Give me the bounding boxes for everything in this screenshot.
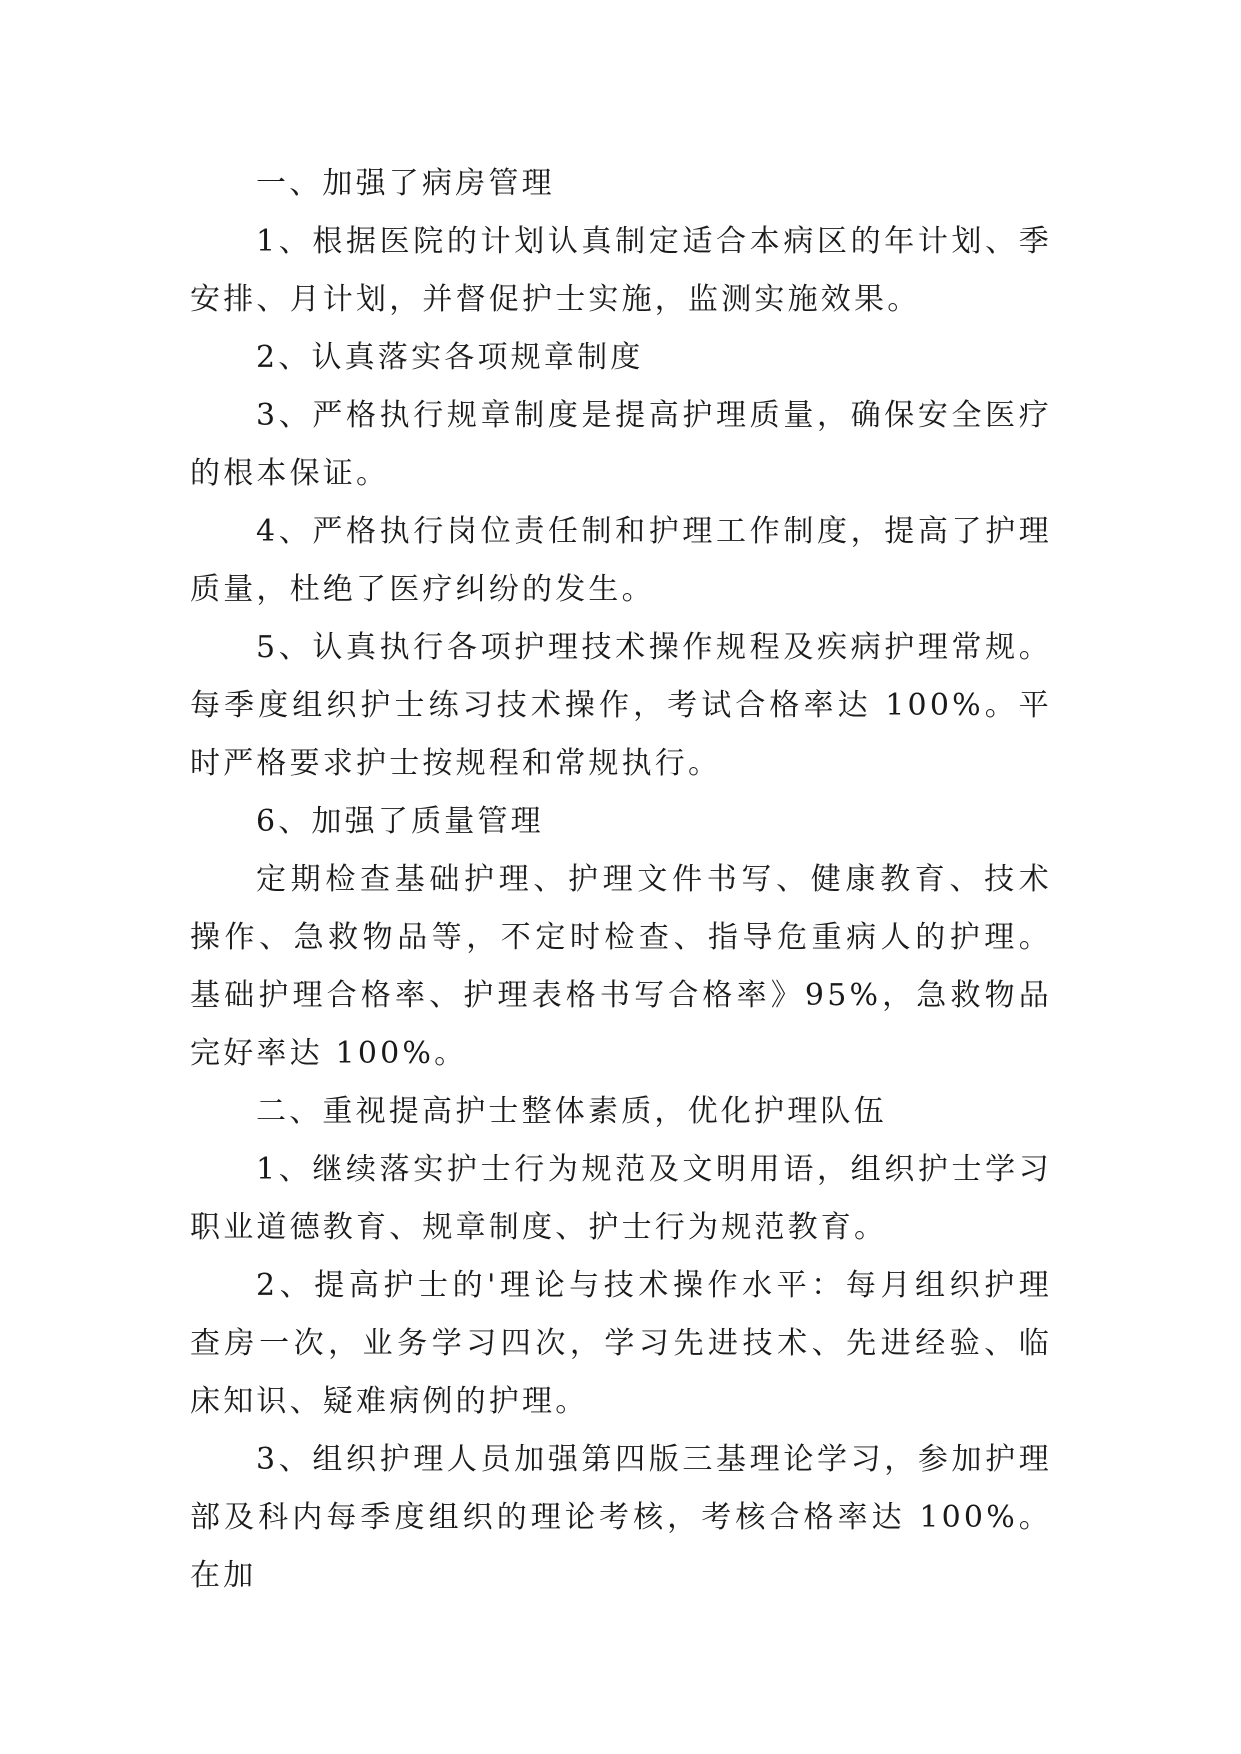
paragraph-1-4: 4、严格执行岗位责任制和护理工作制度，提高了护理质量，杜绝了医疗纠纷的发生。 [190, 514, 1052, 607]
paragraph-1-5: 5、认真执行各项护理技术操作规程及疾病护理常规。每季度组织护士练习技术操作，考试合格率达 100%。平时严格要求护士按规程和常规执行。 [190, 630, 1052, 781]
paragraph-1-2: 2、认真落实各项规章制度 [256, 340, 644, 375]
paragraph-1-3: 3、严格执行规章制度是提高护理质量，确保安全医疗的根本保证。 [190, 398, 1052, 491]
paragraph-2-1: 1、继续落实护士行为规范及文明用语，组织护士学习职业道德教育、规章制度、护士行为规范教育。 [190, 1152, 1052, 1245]
paragraph-1-1: 1、根据医院的计划认真制定适合本病区的年计划、季安排、月计划，并督促护士实施，监测实施效果。 [190, 224, 1052, 317]
section-heading-2: 二、重视提高护士整体素质，优化护理队伍 [256, 1094, 887, 1129]
paragraph-1-6: 6、加强了质量管理 [256, 804, 544, 839]
paragraph-2-2: 2、提高护士的'理论与技术操作水平：每月组织护理查房一次，业务学习四次，学习先进技术、先进经验、临床知识、疑难病例的护理。 [190, 1268, 1052, 1419]
document-body [190, 155, 1052, 1605]
paragraph-2-3: 3、组织护理人员加强第四版三基理论学习，参加护理部及科内每季度组织的理论考核，考核合格率达 100%。在加 [190, 1442, 1052, 1593]
section-heading-1: 一、加强了病房管理 [256, 166, 555, 201]
paragraph-1-6-detail: 定期检查基础护理、护理文件书写、健康教育、技术操作、急救物品等，不定时检查、指导危重病人的护理。基础护理合格率、护理表格书写合格率》95%，急救物品完好率达 100%。 [190, 862, 1052, 1071]
